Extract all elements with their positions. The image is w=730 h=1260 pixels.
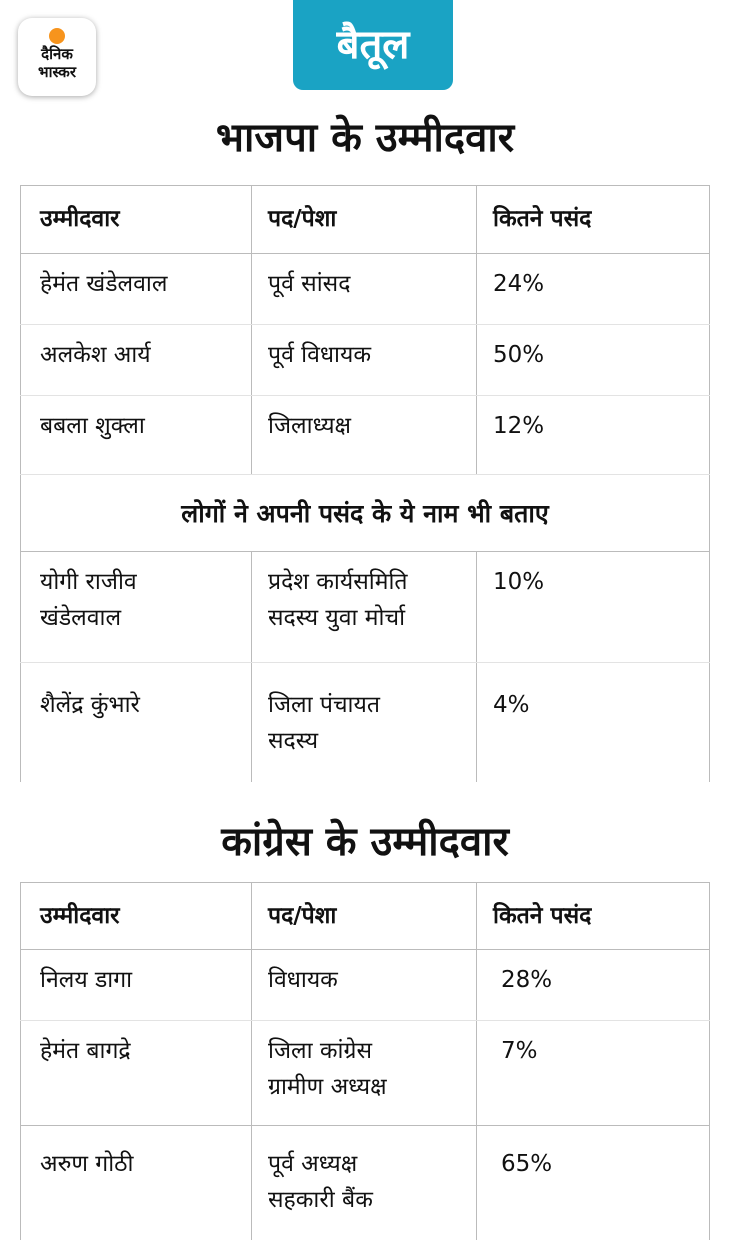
candidate-post: जिला कांग्रेस ग्रामीण अध्यक्ष — [268, 1038, 387, 1100]
candidate-name: अरुण गोठी — [40, 1151, 134, 1177]
candidate-percent: 10% — [493, 569, 545, 595]
candidate-name: हेमंत खंडेलवाल — [40, 271, 168, 297]
header-preference: कितने पसंद — [493, 902, 592, 929]
candidate-name: हेमंत बागद्रे — [40, 1038, 131, 1064]
table-row — [20, 396, 710, 474]
table-row — [20, 325, 710, 395]
candidate-post: जिला पंचायत सदस्य — [268, 692, 380, 754]
congress-table — [20, 882, 710, 1240]
table-row — [20, 254, 710, 324]
table-header-row — [20, 185, 710, 253]
sun-icon — [49, 28, 65, 44]
candidate-percent: 4% — [493, 692, 530, 718]
candidate-post: विधायक — [268, 967, 338, 993]
candidate-percent: 65% — [501, 1151, 553, 1177]
bjp-table — [20, 185, 710, 782]
table-row — [20, 663, 710, 782]
candidate-percent: 28% — [501, 967, 553, 993]
candidate-post: पूर्व सांसद — [268, 271, 351, 297]
candidate-post: जिलाध्यक्ष — [268, 413, 352, 439]
table-row — [20, 1021, 710, 1125]
candidate-percent: 50% — [493, 342, 545, 368]
table-header-row — [20, 882, 710, 949]
candidate-name: योगी राजीव खंडेलवाल — [40, 569, 137, 631]
candidate-post: पूर्व विधायक — [268, 342, 372, 368]
suggested-names-banner: लोगों ने अपनी पसंद के ये नाम भी बताए — [181, 499, 549, 528]
header-candidate: उम्मीदवार — [40, 902, 120, 929]
header-preference: कितने पसंद — [493, 206, 592, 232]
candidate-name: शैलेंद्र कुंभारे — [40, 692, 140, 718]
candidate-percent: 24% — [493, 271, 545, 297]
dainik-bhaskar-logo — [18, 18, 96, 96]
candidate-post: पूर्व अध्यक्ष सहकारी बैंक — [268, 1151, 373, 1213]
candidate-percent: 7% — [501, 1038, 538, 1064]
candidate-percent: 12% — [493, 413, 545, 439]
logo-text-line1: दैनिक — [41, 45, 73, 63]
candidate-post: प्रदेश कार्यसमिति सदस्य युवा मोर्चा — [268, 569, 408, 631]
candidate-name: निलय डागा — [40, 967, 133, 993]
candidate-name: अलकेश आर्य — [40, 342, 151, 368]
logo-text-line2: भास्कर — [38, 63, 76, 81]
bjp-heading: भाजपा के उम्मीदवार — [215, 115, 515, 161]
table-row — [20, 1126, 710, 1240]
candidate-name: बबला शुक्ला — [40, 413, 145, 439]
district-badge: बैतूल — [293, 0, 453, 90]
header-candidate: उम्मीदवार — [40, 206, 120, 232]
table-row — [20, 552, 710, 662]
table-row — [20, 950, 710, 1020]
congress-heading: कांग्रेस के उम्मीदवार — [221, 819, 509, 865]
header-post: पद/पेशा — [268, 206, 337, 232]
header-post: पद/पेशा — [268, 902, 337, 929]
